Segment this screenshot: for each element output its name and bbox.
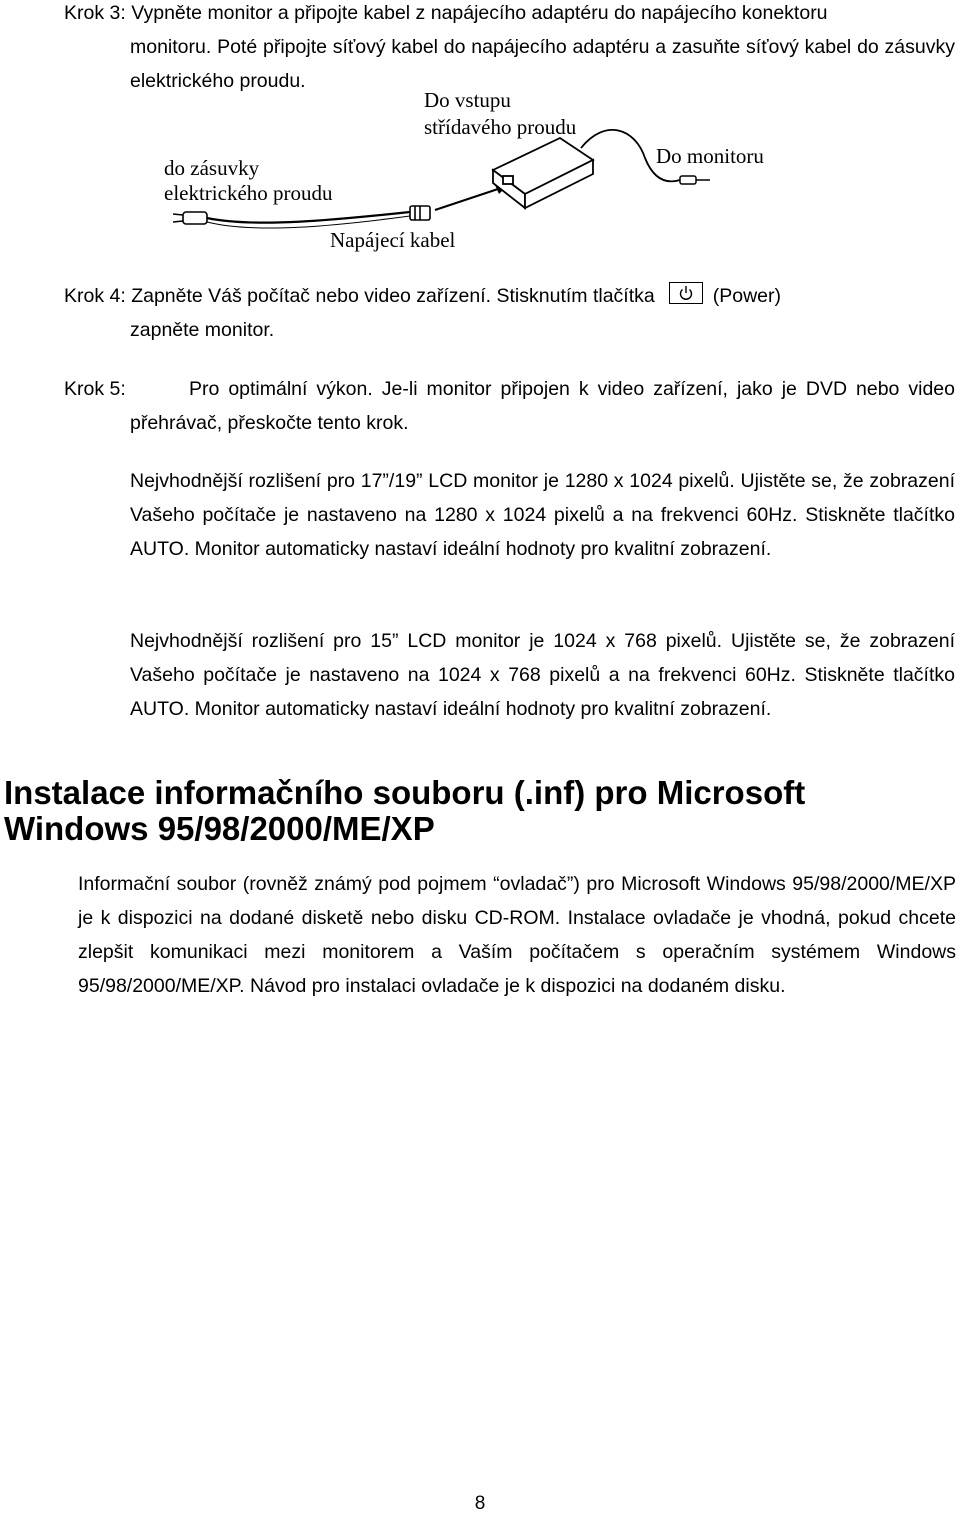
dc-plug-icon bbox=[680, 176, 710, 184]
section-heading: Instalace informačního souboru (.inf) pro Microsoft Windows 95/98/2000/ME/XP bbox=[4, 774, 806, 847]
label-power-cable: Napájecí kabel bbox=[330, 228, 456, 252]
resolution-15-paragraph: Nejvhodnější rozlišení pro 15” LCD monitor je 1024 x 768 pixelů. Ujistěte se, že zobrazení Vašeho počítače je nastaveno na 1024 x 768 pixelů a na frekvenci 60Hz. Stiskněte tlačítko AUTO. Monitor automaticky nastaví ideální hodnoty pro kvalitní zobrazení. bbox=[130, 630, 955, 720]
step4-text-before: Krok 4: Zapněte Váš počítač nebo video zařízení. Stisknutím tlačítka bbox=[64, 285, 655, 307]
resolution-17-19-paragraph: Nejvhodnější rozlišení pro 17”/19” LCD monitor je 1280 x 1024 pixelů. Ujistěte se, že zobrazení Vašeho počítače je nastaveno na 1280 x 1024 pixelů a na frekvenci 60Hz. Stiskněte tlačítko AUTO. Monitor automaticky nastaví ideální hodnoty pro kvalitní zobrazení. bbox=[130, 470, 955, 560]
cable-connector-icon bbox=[410, 206, 430, 220]
step5-text: Pro optimální výkon. Je-li monitor připojen k video zařízení, jako je DVD nebo video přehrávač, přeskočte tento krok. bbox=[130, 378, 955, 434]
step5-label: Krok 5: bbox=[64, 378, 126, 400]
power-adapter-icon bbox=[493, 138, 593, 208]
step4-text-after: (Power) bbox=[712, 285, 781, 307]
power-cable-line bbox=[207, 212, 410, 223]
step3-rest: monitoru. Poté připojte síťový kabel do napájecího adaptéru a zasuňte síťový kabel do zásuvky elektrického proudu. bbox=[130, 36, 955, 92]
step4-line1 bbox=[64, 279, 781, 313]
inf-paragraph: Informační soubor (rovněž známý pod pojmem “ovladač”) pro Microsoft Windows 95/98/2000/ME/XP je k dispozici na dodané disketě nebo disku CD-ROM. Instalace ovladače je vhodná, pokud chcete zlepšit komunikaci mezi monitorem a Vaším počítačem s operačním systémem Windows 95/98/2000/ME/XP. Návod pro instalaci ovladače je k dispozici na dodaném disku. bbox=[78, 873, 956, 997]
step3-line1: Krok 3: Vypněte monitor a připojte kabel z napájecího adaptéru do napájecího konektoru bbox=[64, 2, 828, 24]
power-connection-diagram bbox=[135, 88, 785, 253]
label-ac-input-1: Do vstupu bbox=[424, 88, 511, 112]
label-outlet-2: elektrického proudu bbox=[164, 181, 333, 205]
label-to-monitor: Do monitoru bbox=[656, 144, 764, 168]
ac-input-arrow bbox=[435, 186, 507, 210]
wall-plug-icon bbox=[173, 212, 207, 224]
label-outlet-1: do zásuvky bbox=[164, 156, 260, 180]
power-button-icon bbox=[669, 282, 703, 304]
page-number: 8 bbox=[474, 1493, 486, 1514]
label-ac-input-2: střídavého proudu bbox=[424, 115, 577, 139]
step4-line2: zapněte monitor. bbox=[130, 319, 275, 341]
